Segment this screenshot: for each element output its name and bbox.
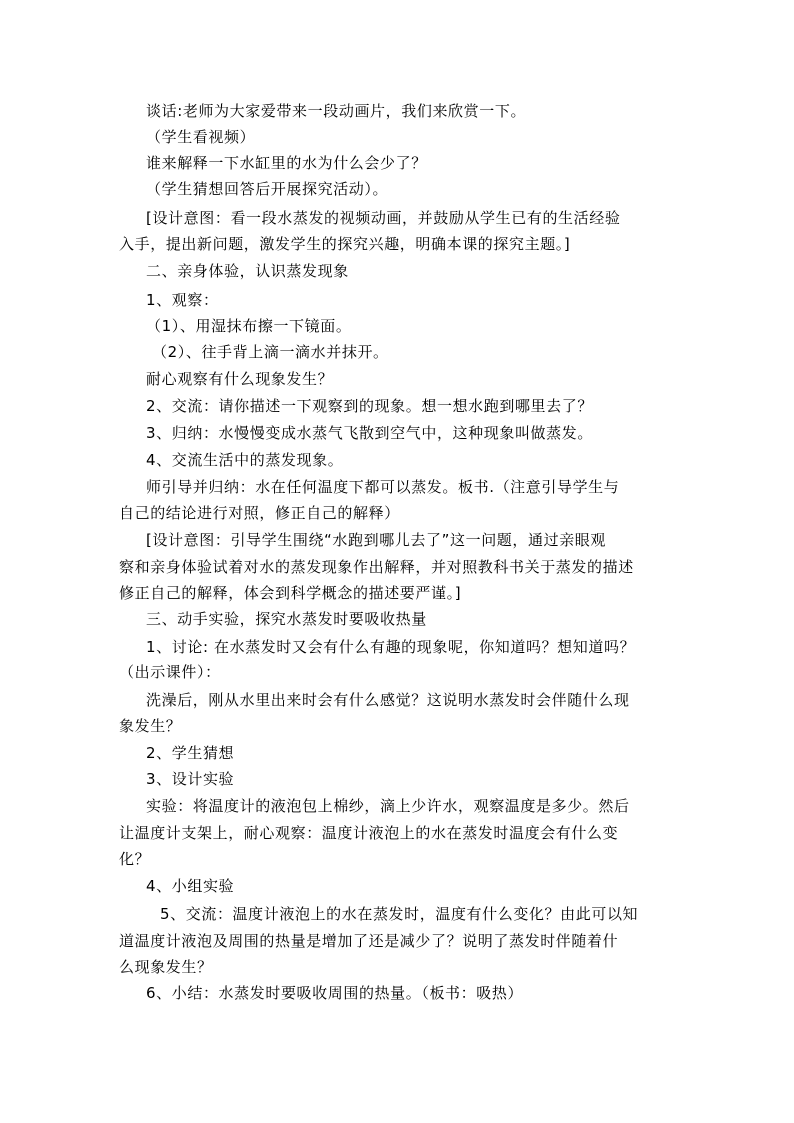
paragraph-line: 谁来解释一下水缸里的水为什么会少了？ xyxy=(146,154,427,172)
paragraph-line: 5、交流：温度计液泡上的水在蒸发时，温度有什么变化？由此可以知 xyxy=(160,905,639,923)
paragraph-line: 1、观察： xyxy=(146,291,219,309)
paragraph-line: 3、设计实验 xyxy=(146,770,235,788)
paragraph-line: 4、交流生活中的蒸发现象。 xyxy=(146,451,344,469)
section-heading: 二、亲身体验，认识蒸发现象 xyxy=(146,262,349,280)
paragraph-line: 2、交流：请你描述一下观察到的现象。想一想水跑到哪里去了？ xyxy=(146,397,593,415)
paragraph-line: （学生猜想回答后开展探究活动）。 xyxy=(146,180,389,198)
paragraph-line: 师引导并归纳：水在任何温度下都可以蒸发。板书.（注意引导学生与 xyxy=(146,478,620,496)
paragraph-line: （学生看视频） xyxy=(146,128,256,146)
paragraph-line: 象发生？ xyxy=(119,717,182,735)
paragraph-line: 实验：将温度计的液泡包上棉纱，滴上少许水，观察温度是多少。然后 xyxy=(146,797,630,815)
paragraph-line: 让温度计支架上，耐心观察：温度计液泡上的水在蒸发时温度会有什么变 xyxy=(119,824,619,842)
paragraph-line: 化？ xyxy=(119,850,151,868)
paragraph-line: （1）、用湿抹布擦一下镜面。 xyxy=(146,317,352,335)
paragraph-line: 耐心观察有什么现象发生？ xyxy=(146,370,334,388)
paragraph-line: 2、学生猜想 xyxy=(146,744,235,762)
paragraph-line: 4、小组实验 xyxy=(146,877,235,895)
paragraph-line: 3、归纳：水慢慢变成水蒸气飞散到空气中，这种现象叫做蒸发。 xyxy=(146,424,593,442)
paragraph-line: 入手，提出新问题，激发学生的探究兴趣，明确本课的探究主题。] xyxy=(119,235,571,253)
paragraph-line: 道温度计液泡及周围的热量是增加了还是减少了？说明了蒸发时伴随着什 xyxy=(119,932,619,950)
paragraph-line: 么现象发生？ xyxy=(119,958,213,976)
paragraph-line: 察和亲身体验试着对水的蒸发现象作出解释，并对照教科书关于蒸发的描述 xyxy=(119,558,634,576)
paragraph-line: [设计意图：看一段水蒸发的视频动画，并鼓励从学生已有的生活经验 xyxy=(146,209,621,227)
paragraph-line: 6、小结：水蒸发时要吸收周围的热量。（板书：吸热） xyxy=(146,984,524,1002)
paragraph-line: 谈话:老师为大家爱带来一段动画片，我们来欣赏一下。 xyxy=(146,102,527,120)
section-heading: 三、动手实验，探究水蒸发时要吸收热量 xyxy=(146,610,427,628)
paragraph-line: 修正自己的解释，体会到科学概念的描述要严谨。] xyxy=(119,584,462,602)
paragraph-line: 1、讨论: 在水蒸发时又会有什么有趣的现象呢，你知道吗？想知道吗？ xyxy=(146,638,636,656)
paragraph-line: 自己的结论进行对照，修正自己的解释） xyxy=(119,504,400,522)
paragraph-line: [设计意图：引导学生围绕“水跑到哪儿去了”这一问题，通过亲眼观 xyxy=(146,531,606,549)
paragraph-line: （出示课件）： xyxy=(119,663,221,681)
paragraph-line: 洗澡后，刚从水里出来时会有什么感觉？这说明水蒸发时会伴随什么现 xyxy=(146,691,630,709)
paragraph-line: （2）、往手背上滴一滴水并抹开。 xyxy=(152,343,389,361)
